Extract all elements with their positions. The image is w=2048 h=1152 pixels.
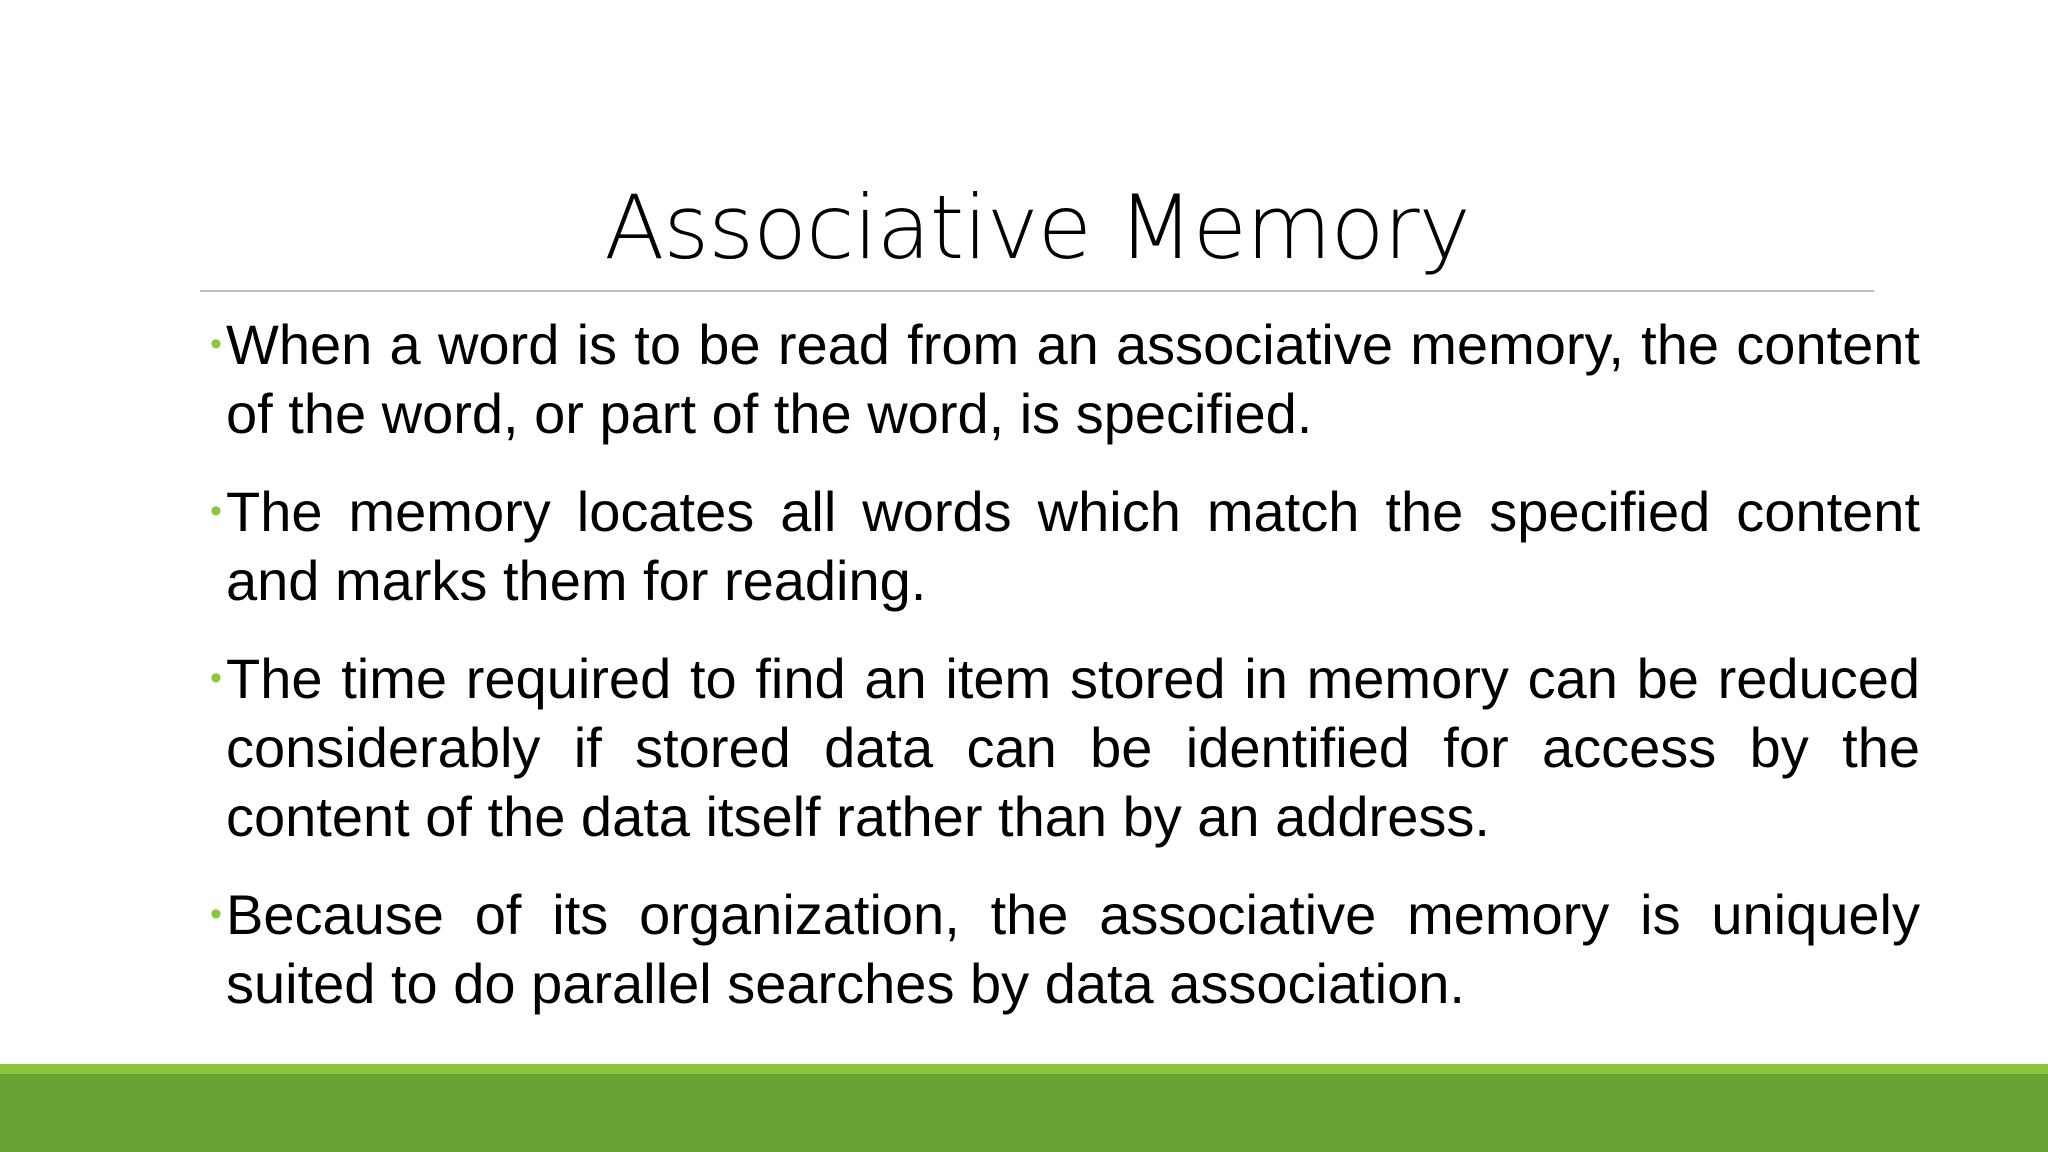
bullet-text: When a word is to be read from an associative memory, the content of the word, or part of the word, is specified.	[226, 313, 1920, 445]
bullet-item	[210, 477, 1920, 615]
bullet-dot-icon: •	[210, 492, 222, 530]
bullet-text: The time required to find an item stored in memory can be reduced considerably if stored data can be identified for access by the content of the data itself rather than by an address.	[226, 647, 1920, 848]
footer-bar	[0, 1074, 2048, 1152]
bullet-text: The memory locates all words which match the specified content and marks them for reading.	[226, 480, 1920, 612]
slide-title: Associative Memory	[604, 176, 1470, 279]
bullet-item	[210, 880, 1920, 1018]
bullet-dot-icon: •	[210, 895, 222, 933]
bullet-dot-icon: •	[210, 659, 222, 697]
bullet-list	[210, 310, 1920, 1047]
bullet-item	[210, 644, 1920, 851]
bullet-dot-icon: •	[210, 325, 222, 363]
footer-accent-stripe	[0, 1064, 2048, 1074]
bullet-text: Because of its organization, the associative memory is uniquely suited to do parallel searches by data association.	[226, 883, 1920, 1015]
title-divider	[200, 290, 1874, 292]
bullet-item	[210, 310, 1920, 448]
